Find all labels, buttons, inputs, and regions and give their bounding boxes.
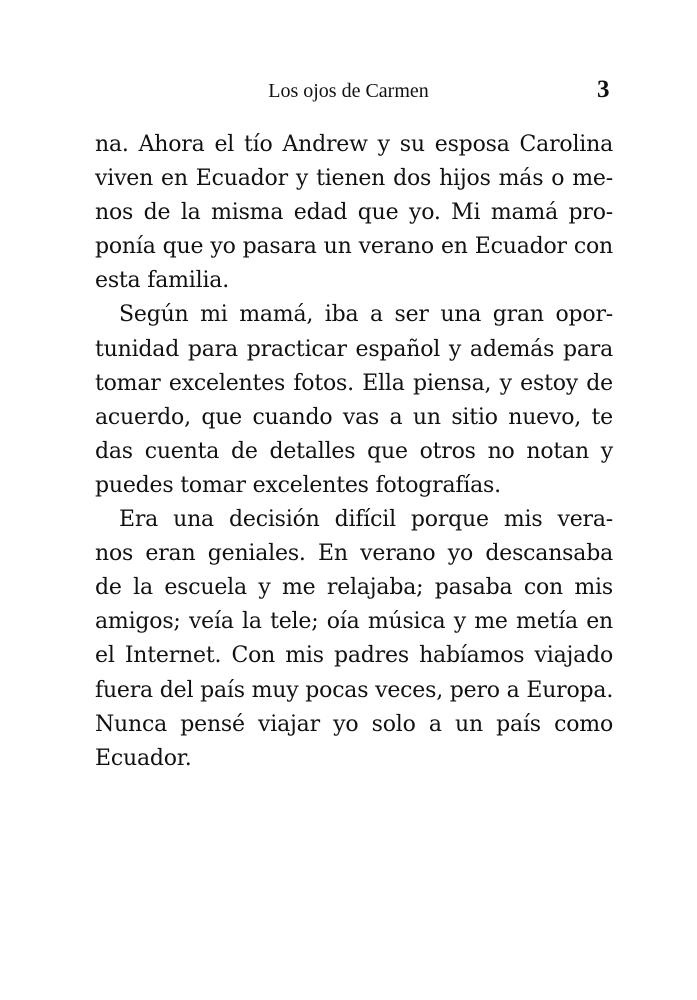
text-line: de la escuela y me relajaba; pasaba con mis (95, 575, 613, 601)
text-line: ponía que yo pasara un verano en Ecuador con (95, 234, 613, 260)
text-line: viven en Ecuador y tienen dos hijos más o me- (95, 166, 613, 192)
paragraph-2 (95, 298, 613, 503)
running-title: Los ojos de Carmen (268, 80, 429, 102)
text-line: Ecuador. (95, 745, 192, 771)
text-line: amigos; veía la tele; oía música y me metía en (95, 609, 613, 635)
text-line: puedes tomar excelentes fotografías. (95, 472, 501, 498)
text-line: Era una decisión difícil porque mis vera- (119, 507, 613, 533)
text-line: nos eran geniales. En verano yo descansaba (95, 541, 613, 567)
text-line: esta familia. (95, 268, 229, 294)
text-line: nos de la misma edad que yo. Mi mamá pro- (95, 200, 613, 226)
text-line: na. Ahora el tío Andrew y su esposa Carolina (95, 132, 613, 157)
paragraph-1 (95, 128, 613, 298)
text-line: tunidad para practicar español y además para (95, 336, 613, 362)
body-text (95, 128, 613, 776)
text-line: acuerdo, que cuando vas a un sitio nuevo, te (95, 404, 613, 430)
page-number: 3 (597, 76, 610, 103)
text-line: das cuenta de detalles que otros no notan y (95, 438, 613, 464)
text-line: Según mi mamá, iba a ser una gran opor- (119, 302, 613, 328)
text-line: fuera del país muy pocas veces, pero a Europa. (95, 677, 614, 703)
text-line: tomar excelentes fotos. Ella piensa, y estoy de (95, 370, 613, 396)
text-line: Nunca pensé viajar yo solo a un país como (95, 711, 613, 737)
text-line: el Internet. Con mis padres habíamos viajado (95, 643, 613, 669)
paragraph-3 (95, 503, 613, 776)
